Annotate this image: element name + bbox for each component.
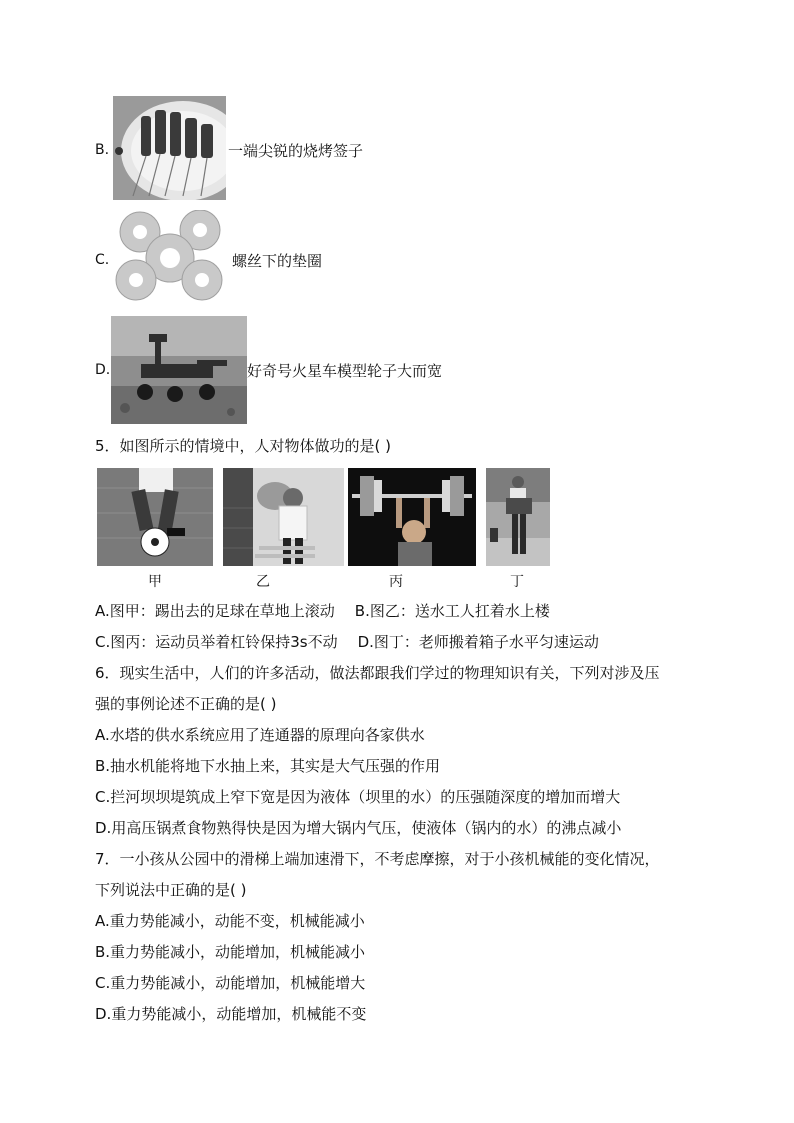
option-letter: B. xyxy=(95,142,110,158)
question-7-option-a: A.重力势能减小，动能不变，机械能减小 xyxy=(95,912,365,930)
option-text: 一端尖锐的烧烤签子 xyxy=(228,142,364,160)
washers-photo xyxy=(110,210,228,302)
option-letter: D. xyxy=(95,362,111,378)
question-6-stem-line-1: 6．现实生活中，人们的许多活动，做法都跟我们学过的物理知识有关，下列对涉及压 xyxy=(95,664,660,682)
question-5-stem: 5．如图所示的情境中，人对物体做功的是( ) xyxy=(95,437,392,455)
mars-rover-photo xyxy=(111,316,247,424)
image-caption-ding: 丁 xyxy=(510,574,524,590)
option-c: C.图丙：运动员举着杠铃保持3s不动 xyxy=(95,633,338,651)
question-6-option-c: C.拦河坝坝堤筑成上窄下宽是因为液体（坝里的水）的压强随深度的增加而增大 xyxy=(95,788,621,806)
question-7-option-c: C.重力势能减小，动能增加，机械能增大 xyxy=(95,974,366,992)
question-7-option-d: D.重力势能减小，动能增加，机械能不变 xyxy=(95,1005,367,1023)
option-text: 好奇号火星车模型轮子大而宽 xyxy=(247,362,443,380)
option-text: 螺丝下的垫圈 xyxy=(232,252,323,270)
question-6-stem-line-2: 强的事例论述不正确的是( ) xyxy=(95,695,277,713)
option-b: B.图乙：送水工人扛着水上楼 xyxy=(354,602,550,620)
question-6-option-d: D.用高压锅煮食物熟得快是因为增大锅内气压，使液体（锅内的水）的沸点减小 xyxy=(95,819,622,837)
teacher-box-photo xyxy=(486,468,550,566)
image-caption-bing: 丙 xyxy=(389,574,403,590)
soccer-photo xyxy=(97,468,213,566)
skewers-photo xyxy=(113,96,226,200)
question-6-option-b: B.抽水机能将地下水抽上来，其实是大气压强的作用 xyxy=(95,757,441,775)
weightlifter-photo xyxy=(348,468,476,566)
image-caption-jia: 甲 xyxy=(148,574,162,590)
water-carrier-photo xyxy=(223,468,344,566)
question-7-stem-line-1: 7．一小孩从公园中的滑梯上端加速滑下，不考虑摩擦，对于小孩机械能的变化情况， xyxy=(95,850,660,868)
option-letter: C. xyxy=(95,252,110,268)
image-caption-yi: 乙 xyxy=(256,574,270,590)
option-a: A.图甲：踢出去的足球在草地上滚动 xyxy=(95,602,335,620)
question-7-option-b: B.重力势能减小，动能增加，机械能减小 xyxy=(95,943,366,961)
question-6-option-a: A.水塔的供水系统应用了连通器的原理向各家供水 xyxy=(95,726,425,744)
option-d: D.图丁：老师搬着箱子水平匀速运动 xyxy=(357,633,599,651)
question-5-options-row-1 xyxy=(95,601,550,621)
question-7-stem-line-2: 下列说法中正确的是( ) xyxy=(95,881,247,899)
question-5-options-row-2 xyxy=(95,632,599,652)
